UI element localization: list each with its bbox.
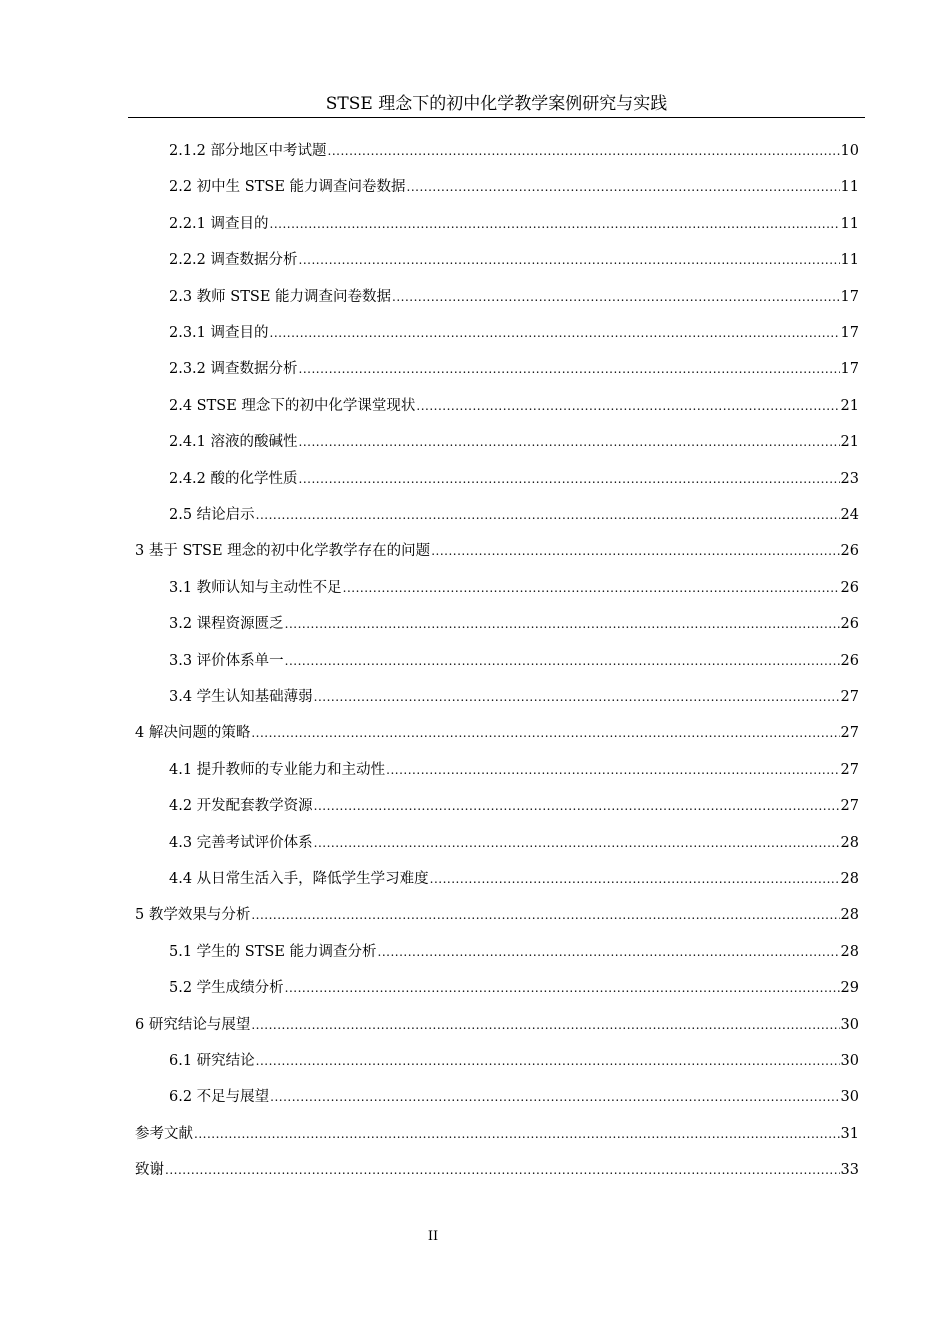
toc-dot-leader [251, 1014, 839, 1036]
toc-entry[interactable] [169, 213, 859, 235]
toc-dot-leader [270, 322, 840, 344]
toc-dot-leader [314, 832, 840, 854]
toc-entry[interactable] [169, 1086, 859, 1108]
toc-entry-page: 10 [840, 143, 859, 159]
toc-dot-leader [251, 904, 839, 926]
toc-entry-page: 26 [840, 579, 859, 596]
toc-entry[interactable] [169, 395, 859, 417]
toc-entry-title: 6.1 研究结论 [169, 1053, 255, 1069]
toc-entry-title: 4.2 开发配套教学资源 [169, 798, 313, 815]
toc-entry[interactable] [135, 904, 859, 926]
running-header-title: STSE 理念下的初中化学教学案例研究与实践 [325, 94, 668, 114]
toc-entry[interactable] [169, 941, 859, 963]
toc-entry[interactable] [169, 431, 859, 453]
toc-entry[interactable] [169, 650, 859, 672]
toc-entry-title: 2.5 结论启示 [169, 507, 255, 523]
toc-entry-page: 24 [840, 507, 859, 523]
toc-entry-page: 30 [840, 1089, 859, 1106]
toc-entry-page: 30 [840, 1053, 859, 1069]
toc-entry-page: 23 [840, 470, 859, 487]
toc-dot-leader [256, 504, 840, 526]
toc-entry[interactable] [135, 1123, 859, 1145]
toc-entry[interactable] [169, 577, 859, 599]
toc-entry[interactable] [135, 1014, 859, 1036]
toc-entry-page: 28 [840, 834, 859, 851]
toc-entry[interactable] [169, 1050, 859, 1072]
running-header [128, 93, 865, 118]
toc-dot-leader [416, 395, 839, 417]
toc-entry[interactable] [169, 686, 859, 708]
toc-dot-leader [285, 613, 840, 635]
toc-dot-leader [270, 1086, 839, 1108]
toc-entry-page: 31 [840, 1125, 859, 1142]
toc-entry-title: 3.1 教师认知与主动性不足 [169, 579, 342, 596]
toc-entry-title: 参考文献 [135, 1125, 193, 1142]
toc-entry-title: 5.2 学生成绩分析 [169, 980, 284, 997]
toc-entry[interactable] [169, 176, 859, 198]
toc-entry-title: 3 基于 STSE 理念的初中化学教学存在的问题 [135, 543, 431, 560]
toc-entry[interactable] [169, 468, 859, 490]
toc-entry[interactable] [169, 759, 859, 781]
toc-entry[interactable] [169, 286, 859, 308]
toc-entry-title: 5.1 学生的 STSE 能力调查分析 [169, 943, 377, 960]
toc-entry-page: 30 [840, 1016, 859, 1033]
toc-dot-leader [378, 941, 840, 963]
toc-entry-page: 26 [840, 543, 859, 560]
toc-entry-title: 3.2 课程资源匮乏 [169, 616, 284, 633]
toc-dot-leader [251, 722, 839, 744]
toc-dot-leader [299, 358, 840, 380]
toc-entry-page: 28 [840, 871, 859, 887]
toc-entry-title: 2.4.2 酸的化学性质 [169, 470, 298, 487]
page-number: II [427, 1229, 439, 1244]
toc-dot-leader [299, 249, 840, 271]
toc-entry[interactable] [169, 249, 859, 271]
toc-entry[interactable] [169, 504, 859, 526]
toc-entry-title: 2.2 初中生 STSE 能力调查问卷数据 [169, 179, 406, 196]
toc-entry-title: 3.3 评价体系单一 [169, 652, 284, 669]
toc-entry-page: 27 [840, 798, 859, 815]
toc-entry-title: 6 研究结论与展望 [135, 1016, 251, 1033]
toc-entry-title: 4 解决问题的策略 [135, 725, 251, 742]
toc-entry[interactable] [169, 868, 859, 890]
toc-entry-title: 2.4 STSE 理念下的初中化学课堂现状 [169, 397, 416, 414]
toc-entry[interactable] [169, 322, 859, 344]
toc-entry-page: 17 [840, 361, 859, 378]
toc-entry-page: 28 [840, 943, 859, 960]
toc-entry-page: 27 [840, 725, 859, 742]
toc-entry-page: 21 [840, 397, 859, 414]
toc-entry-title: 2.2.1 调查目的 [169, 215, 269, 232]
toc-entry-title: 2.3.1 调查目的 [169, 325, 269, 341]
toc-dot-leader [407, 176, 840, 198]
toc-entry-page: 29 [840, 980, 859, 997]
toc-dot-leader [430, 868, 840, 890]
toc-entry[interactable] [169, 613, 859, 635]
toc-entry-page: 21 [840, 434, 859, 451]
toc-entry-title: 6.2 不足与展望 [169, 1089, 270, 1106]
toc-dot-leader [285, 977, 840, 999]
toc-entry[interactable] [169, 977, 859, 999]
toc-dot-leader [314, 795, 840, 817]
toc-entry[interactable] [135, 722, 859, 744]
toc-dot-leader [299, 468, 840, 490]
toc-dot-leader [194, 1123, 840, 1145]
toc-dot-leader [343, 577, 840, 599]
toc-entry-title: 2.2.2 调查数据分析 [169, 252, 298, 269]
toc-entry-page: 11 [840, 215, 859, 232]
toc-entry-title: 2.3.2 调查数据分析 [169, 361, 298, 378]
toc-dot-leader [285, 650, 840, 672]
toc-entry-page: 27 [840, 761, 859, 778]
toc-entry-title: 2.4.1 溶液的酸碱性 [169, 434, 298, 451]
toc-entry[interactable] [169, 795, 859, 817]
toc-dot-leader [299, 431, 840, 453]
toc-entry-page: 27 [840, 689, 859, 705]
toc-dot-leader [386, 759, 839, 781]
toc-entry-page: 11 [840, 179, 859, 196]
toc-entry[interactable] [169, 358, 859, 380]
toc-entry-title: 5 教学效果与分析 [135, 907, 251, 924]
toc-dot-leader [328, 140, 840, 162]
toc-entry-title: 4.1 提升教师的专业能力和主动性 [169, 761, 386, 778]
toc-entry-page: 26 [840, 652, 859, 669]
toc-entry-page: 11 [840, 252, 859, 269]
toc-dot-leader [314, 686, 840, 708]
toc-entry[interactable] [169, 832, 859, 854]
toc-entry[interactable] [135, 1159, 859, 1181]
toc-dot-leader [165, 1159, 840, 1181]
toc-entry[interactable] [135, 540, 859, 562]
toc-entry-page: 26 [840, 616, 859, 633]
toc-dot-leader [392, 286, 840, 308]
toc-dot-leader [270, 213, 840, 235]
toc-entry-page: 33 [840, 1162, 859, 1179]
toc-entry-title: 3.4 学生认知基础薄弱 [169, 689, 313, 705]
toc-entry-title: 4.4 从日常生活入手，降低学生学习难度 [169, 871, 429, 887]
toc-entry-title: 4.3 完善考试评价体系 [169, 834, 313, 851]
toc-entry-title: 致谢 [135, 1162, 164, 1179]
toc-dot-leader [256, 1050, 840, 1072]
toc-entry-page: 28 [840, 907, 859, 924]
toc-entry[interactable] [169, 140, 859, 162]
toc-dot-leader [431, 540, 839, 562]
toc-entry-title: 2.1.2 部分地区中考试题 [169, 143, 327, 159]
toc-entry-page: 17 [840, 288, 859, 305]
toc-entry-title: 2.3 教师 STSE 能力调查问卷数据 [169, 288, 392, 305]
toc-entry-page: 17 [840, 325, 859, 341]
